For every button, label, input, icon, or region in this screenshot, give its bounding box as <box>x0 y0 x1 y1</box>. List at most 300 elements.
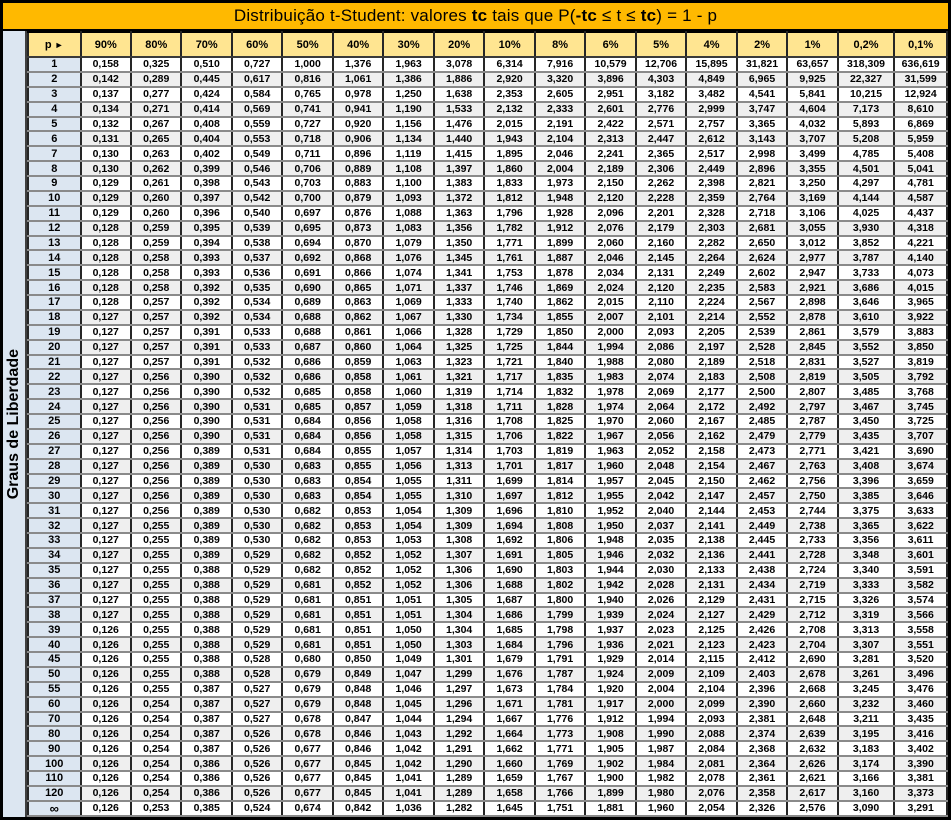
value-cell: 2,517 <box>686 146 736 161</box>
value-cell: 1,711 <box>484 399 534 414</box>
value-cell: 1,688 <box>484 578 534 593</box>
value-cell: 0,681 <box>282 622 332 637</box>
value-cell: 0,257 <box>131 340 181 355</box>
value-cell: 3,707 <box>787 131 837 146</box>
df-cell: 100 <box>28 756 81 771</box>
value-cell: 2,861 <box>787 325 837 340</box>
value-cell: 2,262 <box>636 176 686 191</box>
df-cell: 2 <box>28 72 81 87</box>
value-cell: 0,530 <box>232 518 282 533</box>
value-cell: 2,738 <box>787 518 837 533</box>
value-cell: 3,467 <box>838 399 895 414</box>
value-cell: 3,485 <box>838 384 895 399</box>
value-cell: 1,310 <box>434 488 484 503</box>
df-cell: 27 <box>28 444 81 459</box>
value-cell: 5,208 <box>838 131 895 146</box>
value-cell: 2,127 <box>686 607 736 622</box>
value-cell: 0,258 <box>131 280 181 295</box>
value-cell: 0,390 <box>181 429 231 444</box>
value-cell: 0,677 <box>282 786 332 801</box>
value-cell: 1,833 <box>484 176 534 191</box>
value-cell: 0,617 <box>232 72 282 87</box>
table-row <box>28 756 947 771</box>
value-cell: 0,860 <box>333 340 383 355</box>
value-cell: 2,492 <box>737 399 787 414</box>
value-cell: 0,404 <box>181 131 231 146</box>
value-cell: 0,879 <box>333 191 383 206</box>
value-cell: 0,533 <box>232 325 282 340</box>
value-cell: 2,145 <box>636 250 686 265</box>
df-cell: 5 <box>28 117 81 132</box>
value-cell: 6,965 <box>737 72 787 87</box>
value-cell: 1,050 <box>383 622 433 637</box>
value-cell: 0,526 <box>232 786 282 801</box>
value-cell: 0,424 <box>181 87 231 102</box>
value-cell: 2,500 <box>737 384 787 399</box>
value-cell: 2,724 <box>787 563 837 578</box>
value-cell: 2,660 <box>787 697 837 712</box>
value-cell: 0,126 <box>81 771 131 786</box>
value-cell: 2,074 <box>636 369 686 384</box>
value-cell: 2,179 <box>636 221 686 236</box>
value-cell: 0,683 <box>282 459 332 474</box>
value-cell: 3,373 <box>894 786 947 801</box>
value-cell: 1,289 <box>434 771 484 786</box>
value-cell: 2,064 <box>636 399 686 414</box>
value-cell: 2,359 <box>686 191 736 206</box>
value-cell: 0,532 <box>232 355 282 370</box>
value-cell: 1,887 <box>535 250 585 265</box>
value-cell: 3,707 <box>894 429 947 444</box>
value-cell: 2,120 <box>585 191 635 206</box>
value-cell: 0,130 <box>81 161 131 176</box>
table-row <box>28 102 947 117</box>
value-cell: 1,415 <box>434 146 484 161</box>
title-segment: ≤ t ≤ <box>597 6 641 25</box>
value-cell: 0,528 <box>232 667 282 682</box>
value-cell: 1,308 <box>434 533 484 548</box>
value-cell: 2,120 <box>636 280 686 295</box>
value-cell: 1,946 <box>585 548 635 563</box>
df-cell: 12 <box>28 221 81 236</box>
value-cell: 0,132 <box>81 117 131 132</box>
value-cell: 2,046 <box>585 250 635 265</box>
value-cell: 1,321 <box>434 369 484 384</box>
value-cell: 2,167 <box>686 414 736 429</box>
value-cell: 1,806 <box>535 533 585 548</box>
value-cell: 0,265 <box>131 131 181 146</box>
value-cell: 1,662 <box>484 741 534 756</box>
table-row <box>28 310 947 325</box>
value-cell: 1,899 <box>585 786 635 801</box>
value-cell: 2,639 <box>787 726 837 741</box>
value-cell: 0,128 <box>81 250 131 265</box>
table-row <box>28 771 947 786</box>
value-cell: 3,601 <box>894 548 947 563</box>
value-cell: 1,052 <box>383 563 433 578</box>
value-cell: 2,412 <box>737 652 787 667</box>
value-cell: 0,126 <box>81 682 131 697</box>
value-cell: 0,393 <box>181 265 231 280</box>
value-cell: 0,389 <box>181 533 231 548</box>
value-cell: 2,764 <box>737 191 787 206</box>
value-cell: 1,323 <box>434 355 484 370</box>
value-cell: 2,462 <box>737 474 787 489</box>
value-cell: 0,289 <box>131 72 181 87</box>
value-cell: 1,800 <box>535 593 585 608</box>
value-cell: 2,228 <box>636 191 686 206</box>
value-cell: 2,045 <box>636 474 686 489</box>
value-cell: 1,685 <box>484 622 534 637</box>
value-cell: 1,751 <box>535 801 585 816</box>
value-cell: 0,682 <box>282 548 332 563</box>
value-cell: 1,291 <box>434 741 484 756</box>
column-header: 8% <box>535 32 585 57</box>
value-cell: 2,060 <box>585 236 635 251</box>
value-cell: 1,659 <box>484 771 534 786</box>
value-cell: 2,183 <box>686 369 736 384</box>
value-cell: 0,540 <box>232 206 282 221</box>
df-cell: 33 <box>28 533 81 548</box>
value-cell: 1,706 <box>484 429 534 444</box>
value-cell: 2,088 <box>686 726 736 741</box>
value-cell: 10,579 <box>585 57 635 72</box>
table-row <box>28 414 947 429</box>
value-cell: 3,348 <box>838 548 895 563</box>
value-cell: 0,681 <box>282 593 332 608</box>
value-cell: 2,728 <box>787 548 837 563</box>
value-cell: 0,256 <box>131 488 181 503</box>
arrow-right-icon: ► <box>54 39 64 50</box>
value-cell: 2,076 <box>585 221 635 236</box>
value-cell: 12,924 <box>894 87 947 102</box>
value-cell: 0,408 <box>181 117 231 132</box>
value-cell: 2,757 <box>686 117 736 132</box>
value-cell: 1,920 <box>585 682 635 697</box>
value-cell: 2,042 <box>636 488 686 503</box>
value-cell: 1,658 <box>484 786 534 801</box>
value-cell: 1,908 <box>585 726 635 741</box>
value-cell: 3,610 <box>838 310 895 325</box>
value-cell: 2,921 <box>787 280 837 295</box>
table-row <box>28 280 947 295</box>
table-row <box>28 459 947 474</box>
value-cell: 1,476 <box>434 117 484 132</box>
column-header: 80% <box>131 32 181 57</box>
value-cell: 3,930 <box>838 221 895 236</box>
value-cell: 0,255 <box>131 652 181 667</box>
value-cell: 7,173 <box>838 102 895 117</box>
value-cell: 3,250 <box>787 176 837 191</box>
value-cell: 0,848 <box>333 697 383 712</box>
value-cell: 3,106 <box>787 206 837 221</box>
value-cell: 0,394 <box>181 236 231 251</box>
value-cell: 4,437 <box>894 206 947 221</box>
value-cell: 1,899 <box>535 236 585 251</box>
value-cell: 0,256 <box>131 429 181 444</box>
value-cell: 0,528 <box>232 652 282 667</box>
value-cell: 0,397 <box>181 191 231 206</box>
value-cell: 2,947 <box>787 265 837 280</box>
value-cell: 2,131 <box>636 265 686 280</box>
value-cell: 0,158 <box>81 57 131 72</box>
value-cell: 12,706 <box>636 57 686 72</box>
table-row <box>28 488 947 503</box>
value-cell: 2,358 <box>737 786 787 801</box>
value-cell: 2,110 <box>636 295 686 310</box>
value-cell: 0,255 <box>131 607 181 622</box>
df-cell: 9 <box>28 176 81 191</box>
value-cell: 0,267 <box>131 117 181 132</box>
value-cell: 1,714 <box>484 384 534 399</box>
value-cell: 2,364 <box>737 756 787 771</box>
value-cell: 3,281 <box>838 652 895 667</box>
value-cell: 0,870 <box>333 236 383 251</box>
value-cell: 1,928 <box>535 206 585 221</box>
value-cell: 0,134 <box>81 102 131 117</box>
value-cell: 0,128 <box>81 221 131 236</box>
value-cell: 0,883 <box>333 176 383 191</box>
value-cell: 3,633 <box>894 503 947 518</box>
value-cell: 1,042 <box>383 756 433 771</box>
value-cell: 0,259 <box>131 236 181 251</box>
value-cell: 1,036 <box>383 801 433 816</box>
value-cell: 2,571 <box>636 117 686 132</box>
value-cell: 0,253 <box>131 801 181 816</box>
value-cell: 0,126 <box>81 786 131 801</box>
value-cell: 3,055 <box>787 221 837 236</box>
value-cell: 2,831 <box>787 355 837 370</box>
value-cell: 1,325 <box>434 340 484 355</box>
value-cell: 1,810 <box>535 503 585 518</box>
value-cell: 0,584 <box>232 87 282 102</box>
value-cell: 1,061 <box>333 72 383 87</box>
value-cell: 1,805 <box>535 548 585 563</box>
table-row <box>28 87 947 102</box>
column-header: 40% <box>333 32 383 57</box>
value-cell: 0,529 <box>232 607 282 622</box>
value-cell: 0,684 <box>282 429 332 444</box>
value-cell: 0,682 <box>282 518 332 533</box>
value-cell: 0,727 <box>282 117 332 132</box>
value-cell: 0,254 <box>131 786 181 801</box>
value-cell: 0,256 <box>131 384 181 399</box>
value-cell: 1,314 <box>434 444 484 459</box>
value-cell: 1,299 <box>434 667 484 682</box>
value-cell: 0,129 <box>81 176 131 191</box>
value-cell: 3,320 <box>535 72 585 87</box>
value-cell: 3,558 <box>894 622 947 637</box>
value-cell: 1,315 <box>434 429 484 444</box>
value-cell: 0,256 <box>131 414 181 429</box>
table-row <box>28 355 947 370</box>
value-cell: 0,846 <box>333 741 383 756</box>
df-cell: 19 <box>28 325 81 340</box>
value-cell: 2,241 <box>585 146 635 161</box>
value-cell: 1,781 <box>535 697 585 712</box>
value-cell: 2,189 <box>585 161 635 176</box>
df-cell: 21 <box>28 355 81 370</box>
value-cell: 2,453 <box>737 503 787 518</box>
value-cell: 1,363 <box>434 206 484 221</box>
table-row <box>28 593 947 608</box>
title-segment: ) = 1 - p <box>656 6 718 25</box>
value-cell: 2,004 <box>636 682 686 697</box>
value-cell: 1,955 <box>585 488 635 503</box>
value-cell: 3,622 <box>894 518 947 533</box>
value-cell: 1,341 <box>434 265 484 280</box>
value-cell: 0,686 <box>282 369 332 384</box>
value-cell: 2,567 <box>737 295 787 310</box>
value-cell: 1,054 <box>383 503 433 518</box>
value-cell: 3,883 <box>894 325 947 340</box>
value-cell: 0,127 <box>81 533 131 548</box>
value-cell: 0,674 <box>282 801 332 816</box>
value-cell: 3,435 <box>894 712 947 727</box>
value-cell: 2,429 <box>737 607 787 622</box>
df-cell: 10 <box>28 191 81 206</box>
value-cell: 1,725 <box>484 340 534 355</box>
value-cell: 0,389 <box>181 474 231 489</box>
value-cell: 31,821 <box>737 57 787 72</box>
value-cell: 0,532 <box>232 384 282 399</box>
value-cell: 2,423 <box>737 637 787 652</box>
df-cell: 7 <box>28 146 81 161</box>
value-cell: 1,769 <box>535 756 585 771</box>
value-cell: 2,431 <box>737 593 787 608</box>
value-cell: 0,682 <box>282 503 332 518</box>
value-cell: 1,645 <box>484 801 534 816</box>
value-cell: 1,960 <box>585 459 635 474</box>
value-cell: 1,917 <box>585 697 635 712</box>
value-cell: 3,496 <box>894 667 947 682</box>
value-cell: 3,174 <box>838 756 895 771</box>
value-cell: 1,787 <box>535 667 585 682</box>
value-cell: 2,069 <box>636 384 686 399</box>
table-row <box>28 801 947 816</box>
value-cell: 0,688 <box>282 325 332 340</box>
value-cell: 1,796 <box>535 637 585 652</box>
value-cell: 1,372 <box>434 191 484 206</box>
value-cell: 0,259 <box>131 221 181 236</box>
value-cell: 0,388 <box>181 578 231 593</box>
value-cell: 0,257 <box>131 325 181 340</box>
table-row <box>28 548 947 563</box>
value-cell: 0,688 <box>282 310 332 325</box>
value-cell: 0,256 <box>131 369 181 384</box>
value-cell: 0,850 <box>333 652 383 667</box>
value-cell: 2,449 <box>686 161 736 176</box>
value-cell: 0,391 <box>181 325 231 340</box>
table-row <box>28 191 947 206</box>
value-cell: 0,399 <box>181 161 231 176</box>
value-cell: 0,257 <box>131 355 181 370</box>
value-cell: 2,353 <box>484 87 534 102</box>
value-cell: 0,127 <box>81 503 131 518</box>
value-cell: 1,942 <box>585 578 635 593</box>
value-cell: 3,291 <box>894 801 947 816</box>
value-cell: 2,162 <box>686 429 736 444</box>
value-cell: 1,987 <box>636 741 686 756</box>
value-cell: 0,258 <box>131 265 181 280</box>
value-cell: 1,313 <box>434 459 484 474</box>
column-header: 50% <box>282 32 332 57</box>
value-cell: 2,205 <box>686 325 736 340</box>
value-cell: 2,035 <box>636 533 686 548</box>
table-row <box>28 518 947 533</box>
p-label: p <box>44 38 55 51</box>
value-cell: 3,090 <box>838 801 895 816</box>
value-cell: 2,845 <box>787 340 837 355</box>
value-cell: 2,021 <box>636 637 686 652</box>
value-cell: 0,389 <box>181 548 231 563</box>
value-cell: 0,257 <box>131 295 181 310</box>
value-cell: 0,536 <box>232 265 282 280</box>
value-cell: 1,828 <box>535 399 585 414</box>
value-cell: 2,084 <box>686 741 736 756</box>
value-cell: 3,646 <box>838 295 895 310</box>
value-cell: 7,916 <box>535 57 585 72</box>
value-cell: 0,691 <box>282 265 332 280</box>
value-cell: 1,855 <box>535 310 585 325</box>
value-cell: 0,137 <box>81 87 131 102</box>
df-cell: 18 <box>28 310 81 325</box>
value-cell: 1,701 <box>484 459 534 474</box>
table-row <box>28 712 947 727</box>
value-cell: 2,518 <box>737 355 787 370</box>
value-cell: 0,260 <box>131 191 181 206</box>
value-cell: 0,389 <box>181 444 231 459</box>
value-cell: 1,059 <box>383 399 433 414</box>
value-cell: 0,385 <box>181 801 231 816</box>
df-cell: 4 <box>28 102 81 117</box>
value-cell: 1,051 <box>383 593 433 608</box>
value-cell: 2,365 <box>636 146 686 161</box>
title-segment: Distribuição t-Student: valores <box>233 6 472 25</box>
value-cell: 0,868 <box>333 250 383 265</box>
value-cell: 1,049 <box>383 652 433 667</box>
value-cell: 2,093 <box>636 325 686 340</box>
value-cell: 1,912 <box>535 221 585 236</box>
value-cell: 2,249 <box>686 265 736 280</box>
value-cell: 0,849 <box>333 667 383 682</box>
value-cell: 0,126 <box>81 801 131 816</box>
value-cell: 2,878 <box>787 310 837 325</box>
value-cell: 1,978 <box>585 384 635 399</box>
value-cell: 2,681 <box>737 221 787 236</box>
value-cell: 0,392 <box>181 310 231 325</box>
value-cell: 1,093 <box>383 191 433 206</box>
value-cell: 1,812 <box>484 191 534 206</box>
value-cell: 0,920 <box>333 117 383 132</box>
table-row <box>28 176 947 191</box>
df-cell: 90 <box>28 741 81 756</box>
value-cell: 0,847 <box>333 712 383 727</box>
value-cell: 2,333 <box>535 102 585 117</box>
value-cell: 1,708 <box>484 414 534 429</box>
value-cell: 318,309 <box>838 57 895 72</box>
value-cell: 1,058 <box>383 414 433 429</box>
value-cell: 3,365 <box>838 518 895 533</box>
df-cell: 40 <box>28 637 81 652</box>
value-cell: 0,128 <box>81 295 131 310</box>
value-cell: 1,055 <box>383 488 433 503</box>
value-cell: 0,526 <box>232 771 282 786</box>
value-cell: 2,224 <box>686 295 736 310</box>
value-cell: 5,959 <box>894 131 947 146</box>
value-cell: 1,066 <box>383 325 433 340</box>
value-cell: 1,895 <box>484 146 534 161</box>
